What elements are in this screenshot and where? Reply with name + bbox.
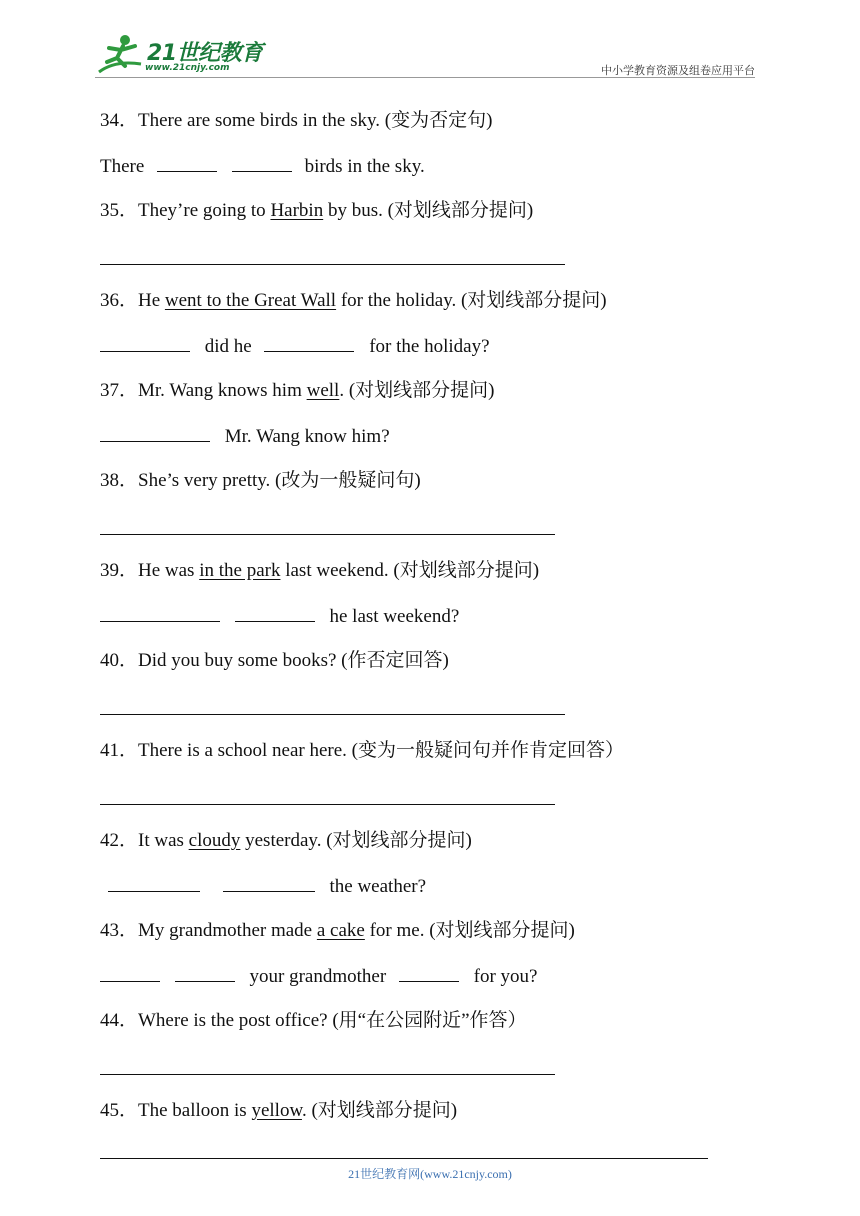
answer-blank[interactable] [235, 603, 315, 622]
answer-blank[interactable] [100, 963, 160, 982]
answer-blank[interactable] [108, 873, 200, 892]
answer-line-38[interactable] [100, 534, 555, 535]
answer-blank[interactable] [175, 963, 235, 982]
answer-line-44[interactable] [100, 1074, 555, 1075]
answer-blank[interactable] [100, 333, 190, 352]
answer-blank[interactable] [232, 153, 292, 172]
answer-blank[interactable] [399, 963, 459, 982]
answer-43: your grandmother for you? [100, 963, 538, 989]
question-35: 35．They’re going to Harbin by bus. (对划线部分提问) [100, 200, 534, 221]
question-42: 42．It was cloudy yesterday. (对划线部分提问) [100, 830, 472, 851]
question-40: 40．Did you buy some books? (作否定回答) [100, 650, 449, 671]
question-39: 39．He was in the park last weekend. (对划线部分提问) [100, 560, 540, 581]
answer-42: the weather? [100, 873, 426, 899]
question-45: 45．The balloon is yellow. (对划线部分提问) [100, 1100, 458, 1121]
footer-text: 21世纪教育网(www.21cnjy.com) [348, 1167, 512, 1181]
question-36: 36．He went to the Great Wall for the holiday. (对划线部分提问) [100, 290, 607, 311]
logo-text: 21世纪教育 [147, 41, 263, 66]
answer-blank[interactable] [100, 423, 210, 442]
logo [95, 32, 265, 78]
platform-name: 中小学教育资源及组卷应用平台 [601, 64, 755, 77]
footer-divider [100, 1158, 708, 1159]
question-44: 44．Where is the post office? (用“在公园附近”作答） [100, 1010, 527, 1031]
question-43: 43．My grandmother made a cake for me. (对划线部分提问) [100, 920, 575, 941]
logo-url: www.21cnjy.com [145, 63, 230, 73]
answer-36: did he for the holiday? [100, 333, 490, 359]
answer-39: he last weekend? [100, 603, 459, 629]
runner-logo-icon [95, 32, 147, 78]
answer-37: Mr. Wang know him? [100, 423, 390, 449]
answer-line-41[interactable] [100, 804, 555, 805]
answer-line-40[interactable] [100, 714, 565, 715]
answer-blank[interactable] [223, 873, 315, 892]
page-header [95, 32, 755, 80]
question-41: 41．There is a school near here. (变为一般疑问句并作肯定回答） [100, 740, 624, 761]
answer-blank[interactable] [100, 603, 220, 622]
question-38: 38．She’s very pretty. (改为一般疑问句) [100, 470, 421, 491]
question-37: 37．Mr. Wang knows him well. (对划线部分提问) [100, 380, 495, 401]
header-divider [95, 77, 755, 78]
answer-blank[interactable] [157, 153, 217, 172]
answer-34: There birds in the sky. [100, 153, 425, 179]
answer-blank[interactable] [264, 333, 354, 352]
question-34: 34．There are some birds in the sky. (变为否定句) [100, 110, 493, 131]
answer-line-35[interactable] [100, 264, 565, 265]
